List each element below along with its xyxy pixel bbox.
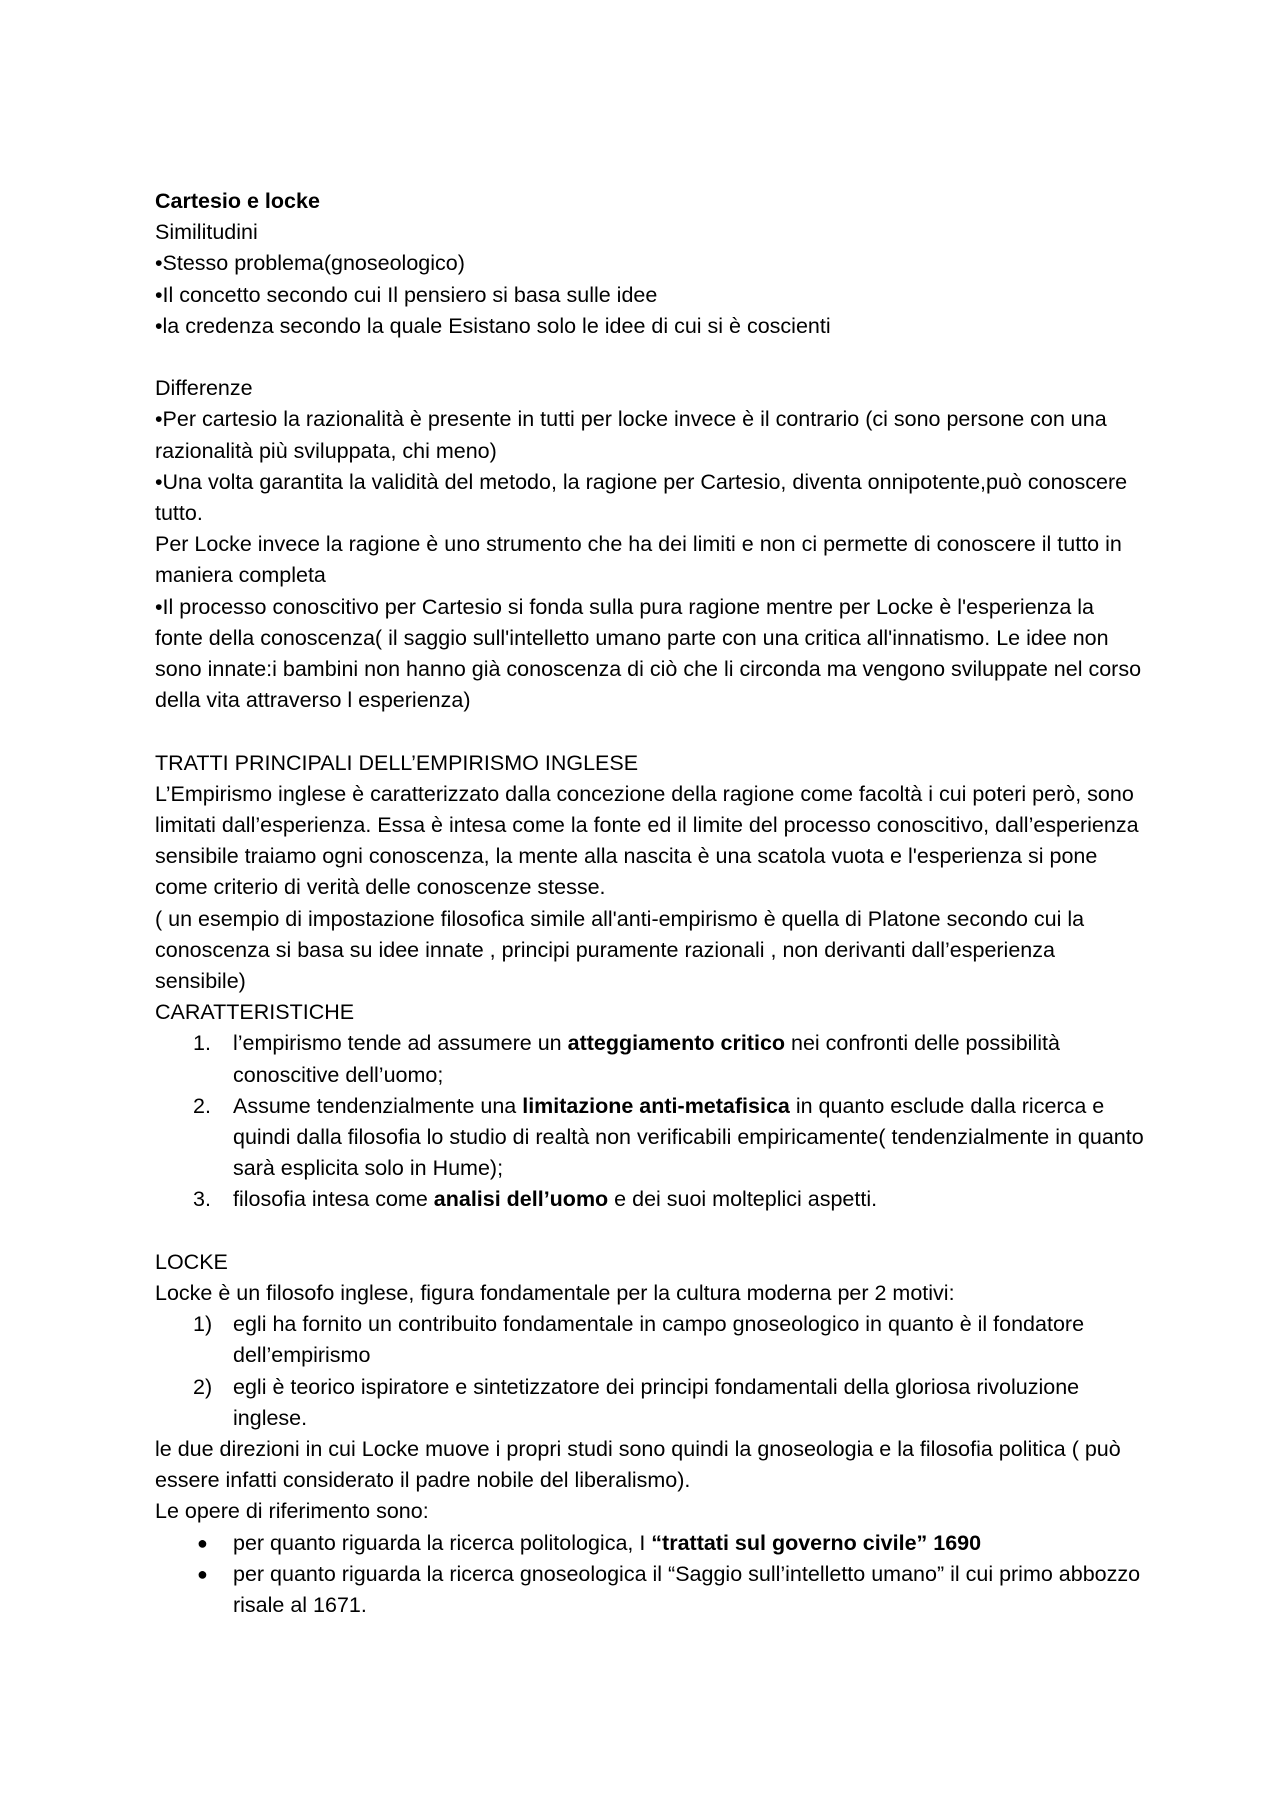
list-number: 1) [193, 1312, 213, 1337]
list-number: 3. [193, 1187, 211, 1212]
differenze-paragraph: •Il processo conoscitivo per Cartesio si fonda sulla pura ragione mentre per Locke è l'esperienza la fonte della conoscenza( il saggio sull'intelletto umano parte con una critica all'innatismo. Le idee non sono innate:i bambini non hanno già conoscenza di ciò che li circonda ma vengono sviluppate nel corso della vita attraverso l esperienza) [155, 594, 1142, 713]
list-text-bold: “trattati sul governo civile” 1690 [651, 1530, 982, 1555]
tratti-paragraph: L’Empirismo inglese è caratterizzato dalla concezione della ragione come facoltà i cui poteri però, sono limitati dall’esperienza. Essa è intesa come la fonte ed il limite del processo conoscitivo, dall’esperienza sensibile traiamo ogni conoscenza, la mente alla nascita è una scatola vuota e l'esperienza si pone come criterio di verità delle conoscenze stesse. [155, 781, 1139, 900]
list-item [155, 1372, 1145, 1434]
locke-intro: Locke è un filosofo inglese, figura fondamentale per la cultura moderna per 2 motivi: [155, 1281, 955, 1306]
list-item [155, 1528, 1145, 1559]
list-number: 1. [193, 1031, 211, 1056]
list-text: egli è teorico ispiratore e sintetizzatore dei principi fondamentali della gloriosa rivoluzione inglese. [233, 1374, 1080, 1430]
list-text: e dei suoi molteplici aspetti. [608, 1187, 878, 1212]
differenze-paragraph: •Per cartesio la razionalità è presente in tutti per locke invece è il contrario (ci sono persone con una razionalità più sviluppata, chi meno) [155, 407, 1107, 463]
list-text: filosofia intesa come [233, 1187, 434, 1212]
list-text: nei confronti delle possibilità conoscitive dell’uomo; [233, 1031, 1060, 1087]
locke-heading: LOCKE [155, 1249, 228, 1274]
bullet-icon: ● [197, 1532, 208, 1553]
list-number: 2. [193, 1093, 211, 1118]
similitudini-item: •la credenza secondo la quale Esistano solo le idee di cui si è coscienti [155, 313, 831, 338]
motivi-list [155, 1309, 1145, 1434]
list-text-bold: limitazione anti-metafisica [522, 1093, 790, 1118]
differenze-heading: Differenze [155, 376, 253, 401]
differenze-paragraph: •Una volta garantita la validità del metodo, la ragione per Cartesio, diventa onnipotente,può conoscere tutto. [155, 469, 1128, 526]
list-text: Assume tendenzialmente una [233, 1093, 523, 1118]
similitudini-heading: Similitudini [155, 220, 258, 245]
similitudini-item: •Stesso problema(gnoseologico) [155, 251, 465, 276]
spacer [155, 1216, 1145, 1247]
list-text: l’empirismo tende ad assumere un [233, 1031, 568, 1056]
list-text: per quanto riguarda la ricerca politologica, I [233, 1530, 652, 1555]
list-item [155, 1091, 1145, 1185]
list-item [155, 1184, 1145, 1215]
caratteristiche-heading: CARATTERISTICHE [155, 1000, 355, 1025]
list-text-bold: analisi dell’uomo [433, 1187, 609, 1212]
tratti-heading: TRATTI PRINCIPALI DELL’EMPIRISMO INGLESE [155, 750, 639, 775]
differenze-paragraph: Per Locke invece la ragione è uno strumento che ha dei limiti e non ci permette di conoscere il tutto in maniera completa [155, 532, 1122, 588]
list-text: per quanto riguarda la ricerca gnoseologica il “Saggio sull’intelletto umano” il cui primo abbozzo risale al 1671. [233, 1561, 1141, 1618]
list-text: in quanto esclude dalla ricerca e quindi dalla filosofia lo studio di realtà non verificabili empiricamente( tendenzialmente in quanto sarà esplicita solo in Hume); [233, 1093, 1144, 1181]
list-item [155, 1309, 1145, 1371]
list-item [155, 1028, 1145, 1090]
list-text-bold: atteggiamento critico [567, 1031, 786, 1056]
locke-paragraph: Le opere di riferimento sono: [155, 1499, 429, 1524]
tratti-paragraph: ( un esempio di impostazione filosofica simile all'anti-empirismo è quella di Platone secondo cui la conoscenza si basa su idee innate , principi puramente razionali , non derivanti dall’esperienza sensibile) [155, 906, 1085, 994]
list-number: 2) [193, 1374, 213, 1399]
caratteristiche-list [155, 1028, 1145, 1215]
locke-paragraph: le due direzioni in cui Locke muove i propri studi sono quindi la gnoseologia e la filosofia politica ( può essere infatti considerato il padre nobile del liberalismo). [155, 1437, 1121, 1493]
list-item [155, 1559, 1145, 1621]
opere-list [155, 1528, 1145, 1622]
list-text: egli ha fornito un contribuito fondamentale in campo gnoseologico in quanto è il fondatore dell’empirismo [233, 1312, 1085, 1368]
similitudini-item: •Il concetto secondo cui Il pensiero si basa sulle idee [155, 282, 658, 307]
document-page [155, 186, 1145, 1621]
spacer [155, 716, 1145, 747]
bullet-icon: ● [197, 1563, 208, 1584]
document-title: Cartesio e locke [155, 189, 320, 213]
spacer [155, 342, 1145, 373]
